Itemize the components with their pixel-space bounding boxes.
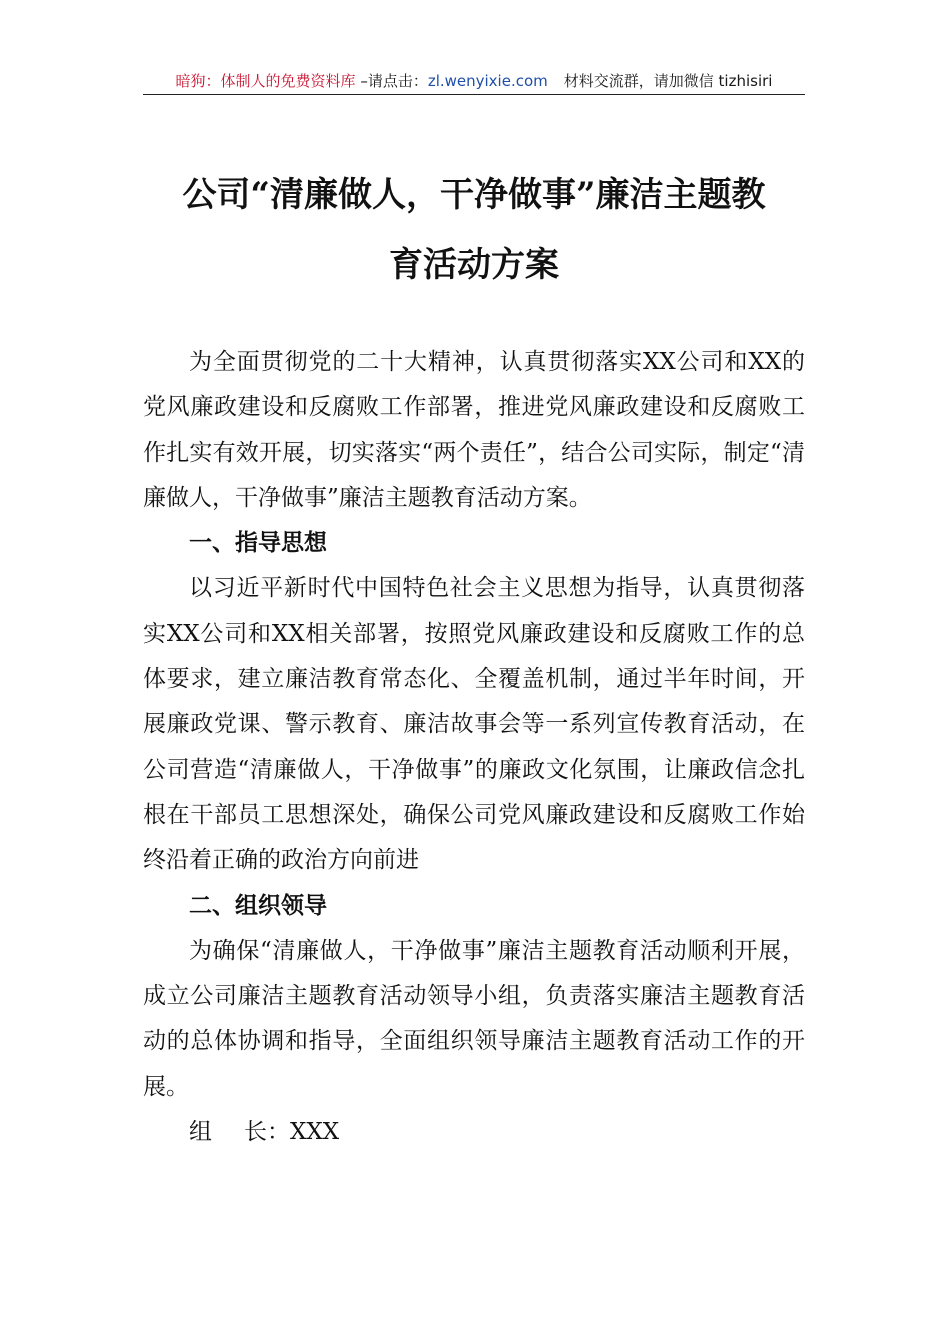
section-paragraph-organization: 为确保“清廉做人，干净做事”廉洁主题教育活动顺利开展，成立公司廉洁主题教育活动领导小组，负责落实廉洁主题教育活动的总体协调和指导，全面组织领导廉洁主题教育活动工作的开展。 bbox=[143, 937, 805, 1100]
section-heading-organization: 二、组织领导 bbox=[189, 892, 327, 919]
leader-label-part1: 组 bbox=[189, 1119, 212, 1146]
title-line-1: 公司“清廉做人，干净做事”廉洁主题教 bbox=[182, 175, 766, 215]
header-group-note: 材料交流群，请加微信 tizhisiri bbox=[563, 72, 773, 90]
leader-line bbox=[143, 1110, 805, 1155]
header-url-link[interactable]: zl.wenyixie.com bbox=[427, 72, 548, 90]
header-brand: 暗狗：体制人的免费资料库 bbox=[175, 72, 356, 90]
leader-name: XXX bbox=[290, 1119, 340, 1146]
section-paragraph-guiding-ideology: 以习近平新时代中国特色社会主义思想为指导，认真贯彻落实XX公司和XX相关部署，按照党风廉政建设和反腐败工作的总体要求，建立廉洁教育常态化、全覆盖机制，通过半年时间，开展廉政党课、警示教育、廉洁故事会等一系列宣传教育活动，在公司营造“清廉做人，干净做事”的廉政文化氛围，让廉政信念扎根在干部员工思想深处，确保公司党风廉政建设和反腐败工作始终沿着正确的政治方向前进 bbox=[143, 575, 805, 874]
document-title bbox=[143, 160, 805, 300]
header-click-label: –请点击： bbox=[355, 72, 428, 90]
document-body bbox=[143, 340, 805, 1155]
title-line-2: 育活动方案 bbox=[389, 245, 559, 285]
intro-paragraph: 为全面贯彻党的二十大精神，认真贯彻落实XX公司和XX的党风廉政建设和反腐败工作部署，推进党风廉政建设和反腐败工作扎实有效开展，切实落实“两个责任”，结合公司实际，制定“清廉做人，干净做事”廉洁主题教育活动方案。 bbox=[143, 349, 805, 511]
section-heading-guiding-ideology: 一、指导思想 bbox=[189, 530, 327, 557]
page-header bbox=[143, 70, 805, 95]
leader-label-part2: 长： bbox=[244, 1119, 290, 1146]
